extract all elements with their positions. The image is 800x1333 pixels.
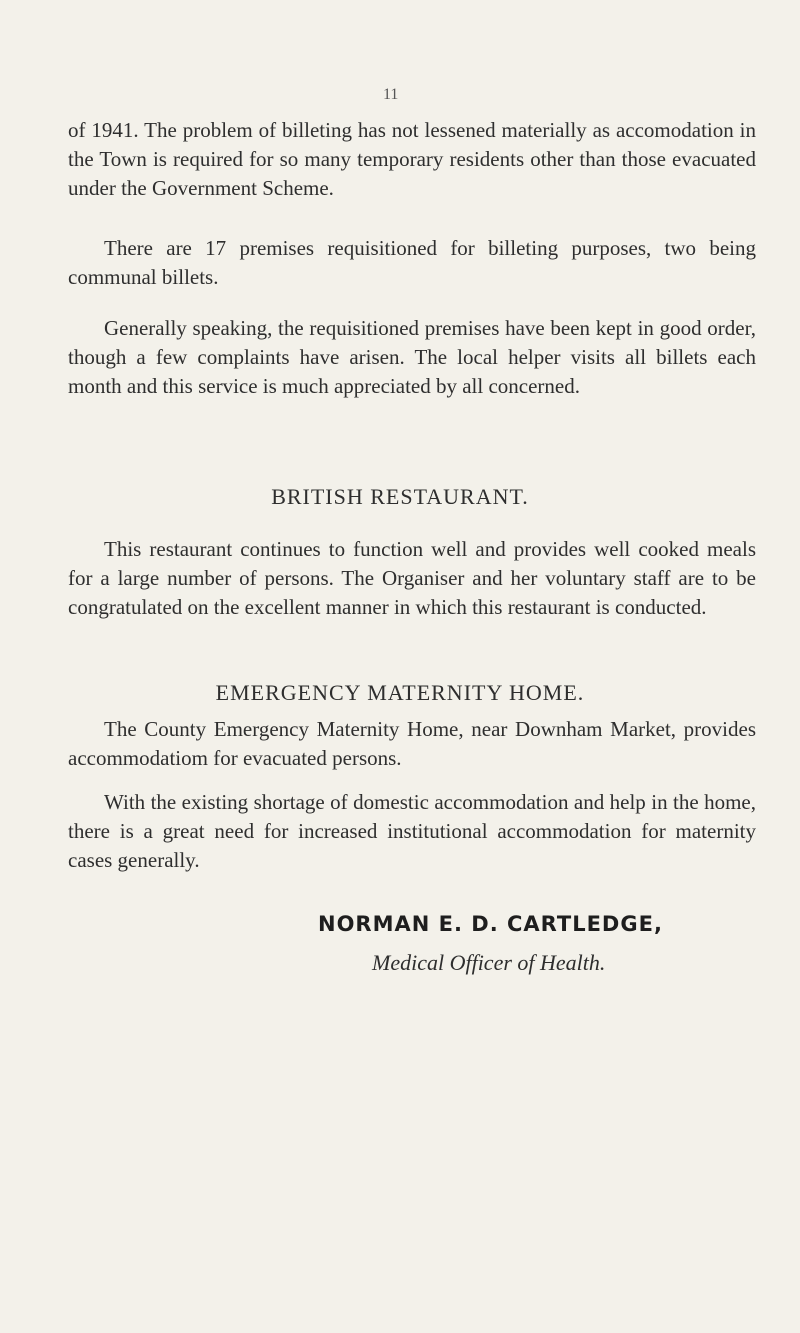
- paragraph-maternity-home: The County Emergency Maternity Home, near Downham Market, provides accommodatiom for evacuated persons.: [68, 717, 756, 770]
- paragraph-accommodation-shortage: With the existing shortage of domestic accommodation and help in the home, there is a great need for increased institutional accommodation for maternity cases generally.: [68, 790, 756, 872]
- page-number: 11: [383, 86, 399, 103]
- paragraph-requisitioned-premises: There are 17 premises requisitioned for billeting purposes, two being communal billets.: [68, 236, 756, 289]
- paragraph-premises-condition: Generally speaking, the requisitioned premises have been kept in good order, though a few complaints have arisen. The local helper visits all billets each month and this service is much appreciated by all concerned.: [68, 316, 756, 398]
- heading-british-restaurant: BRITISH RESTAURANT.: [271, 484, 529, 509]
- paragraph-restaurant: This restaurant continues to function well and provides well cooked meals for a large number of persons. The Organiser and her voluntary staff are to be congratulated on the excellent manner in which this restaurant is conducted.: [68, 537, 756, 619]
- signature-name: NORMAN E. D. CARTLEDGE,: [318, 912, 663, 936]
- heading-emergency-maternity-home: EMERGENCY MATERNITY HOME.: [215, 680, 585, 705]
- signature-title: Medical Officer of Health.: [372, 950, 606, 975]
- paragraph-billeting-problem: of 1941. The problem of billeting has not lessened materially as accomodation in the Town is required for so many temporary residents other than those evacuated under the Government Scheme.: [68, 118, 756, 200]
